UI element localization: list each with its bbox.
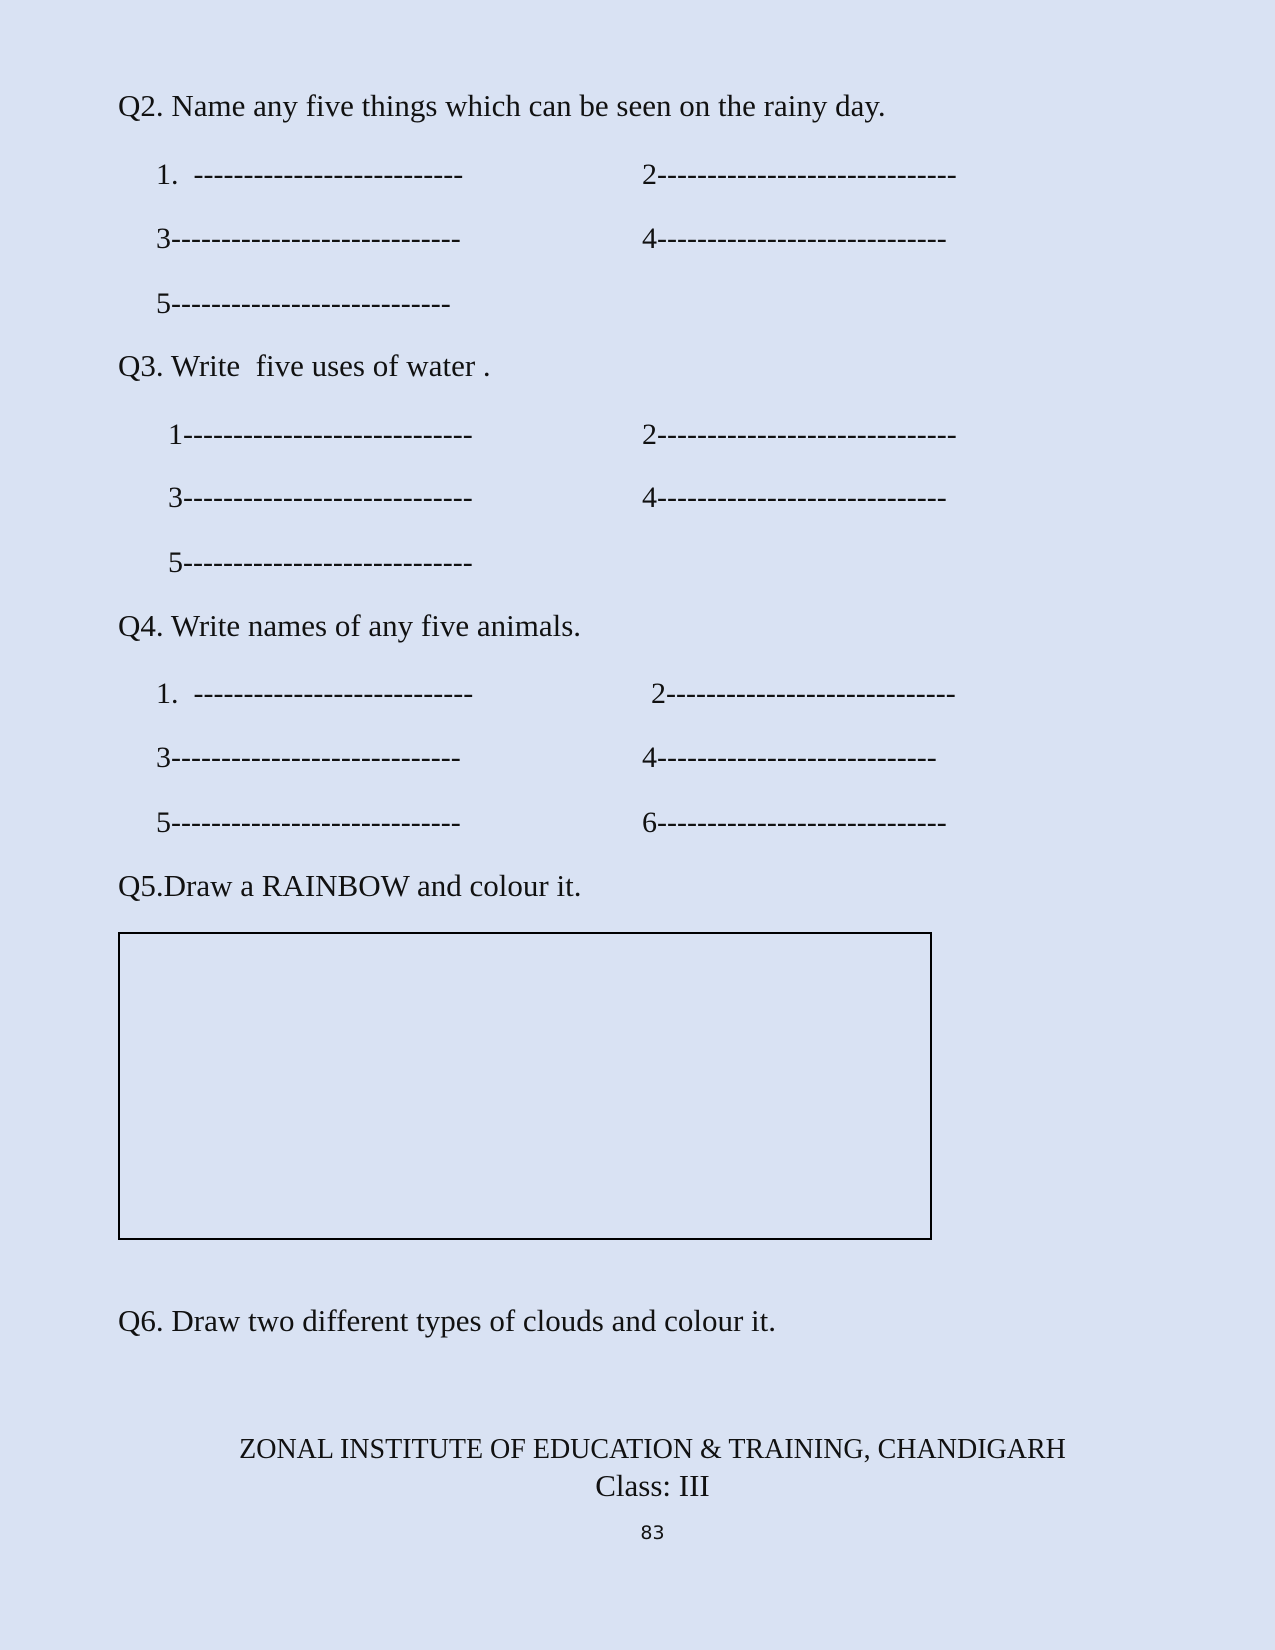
q2-answer-blank-2[interactable]: 2------------------------------ <box>642 158 957 191</box>
question-2: Q2. Name any five things which can be seen on the rainy day. <box>118 88 886 123</box>
q2-answer-blank-5[interactable]: 5---------------------------- <box>156 287 451 320</box>
q4-answer-blank-5[interactable]: 5----------------------------- <box>156 806 461 839</box>
q2-answer-blank-1[interactable]: 1. --------------------------- <box>156 158 464 191</box>
question-4: Q4. Write names of any five animals. <box>118 608 582 643</box>
q4-answer-blank-2[interactable]: 2----------------------------- <box>651 677 956 710</box>
q4-answer-blank-6[interactable]: 6----------------------------- <box>642 806 947 839</box>
footer-institute-name: ZONAL INSTITUTE OF EDUCATION & TRAINING, CHANDIGARH <box>239 1434 1066 1465</box>
q3-answer-blank-4[interactable]: 4----------------------------- <box>642 481 947 514</box>
page-number: 83 <box>640 1522 665 1544</box>
q4-answer-blank-4[interactable]: 4---------------------------- <box>642 741 937 774</box>
q4-answer-blank-1[interactable]: 1. ---------------------------- <box>156 677 474 710</box>
q2-answer-blank-4[interactable]: 4----------------------------- <box>642 222 947 255</box>
q3-answer-blank-1[interactable]: 1----------------------------- <box>168 418 473 451</box>
q3-answer-blank-2[interactable]: 2------------------------------ <box>642 418 957 451</box>
footer-class-label: Class: III <box>595 1468 710 1503</box>
q2-answer-blank-3[interactable]: 3----------------------------- <box>156 222 461 255</box>
q3-answer-blank-5[interactable]: 5----------------------------- <box>168 546 473 579</box>
question-5: Q5.Draw a RAINBOW and colour it. <box>118 868 582 903</box>
question-3: Q3. Write five uses of water . <box>118 348 491 383</box>
q4-answer-blank-3[interactable]: 3----------------------------- <box>156 741 461 774</box>
q3-answer-blank-3[interactable]: 3----------------------------- <box>168 481 473 514</box>
rainbow-drawing-box[interactable] <box>118 932 932 1240</box>
question-6: Q6. Draw two different types of clouds and colour it. <box>118 1303 777 1338</box>
